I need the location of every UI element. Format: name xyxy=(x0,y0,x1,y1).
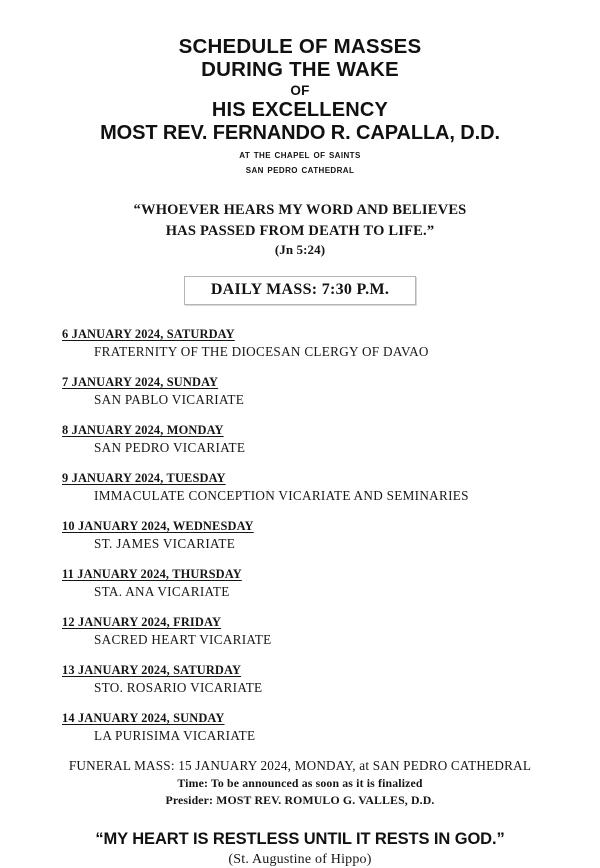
schedule-entry xyxy=(62,421,560,457)
schedule-date: 11 JANUARY 2024, THURSDAY xyxy=(62,566,242,581)
scripture-line-1: “WHOEVER HEARS MY WORD AND BELIEVES xyxy=(133,202,467,219)
schedule-list xyxy=(0,325,600,745)
schedule-date: 7 JANUARY 2024, SUNDAY xyxy=(62,374,219,389)
schedule-description: ST. JAMES VICARIATE xyxy=(94,536,236,552)
schedule-description: SAN PABLO VICARIATE xyxy=(94,392,245,408)
schedule-description: STA. ANA VICARIATE xyxy=(94,584,230,600)
schedule-description: SAN PEDRO VICARIATE xyxy=(94,440,246,456)
closing-quote-attribution: (St. Augustine of Hippo) xyxy=(228,852,372,868)
schedule-date: 6 JANUARY 2024, SATURDAY xyxy=(62,326,235,341)
scripture-reference: (Jn 5:24) xyxy=(274,242,326,258)
schedule-description: SACRED HEART VICARIATE xyxy=(94,632,272,648)
schedule-entry xyxy=(62,709,560,745)
schedule-date: 10 JANUARY 2024, WEDNESDAY xyxy=(62,518,254,533)
daily-mass-section xyxy=(0,276,600,305)
document-header xyxy=(0,0,600,178)
schedule-entry xyxy=(62,325,560,361)
schedule-description: STO. ROSARIO VICARIATE xyxy=(94,680,263,696)
title-connector-of: OF xyxy=(290,82,310,98)
daily-mass-label: DAILY MASS: 7:30 P.M. xyxy=(210,280,390,298)
title-line-1: SCHEDULE OF MASSES xyxy=(178,35,422,58)
schedule-description: FRATERNITY OF THE DIOCESAN CLERGY OF DAVAO xyxy=(94,344,429,360)
honorific-line: HIS EXCELLENCY xyxy=(211,99,389,122)
schedule-entry xyxy=(62,469,560,505)
venue-line-1: at the chapel of saints xyxy=(239,148,361,161)
schedule-date: 12 JANUARY 2024, FRIDAY xyxy=(62,614,222,629)
funeral-mass-presider: Presider: MOST REV. ROMULO G. VALLES, D.D. xyxy=(165,793,435,808)
schedule-entry xyxy=(62,373,560,409)
schedule-description: IMMACULATE CONCEPTION VICARIATE AND SEMINARIES xyxy=(94,488,469,504)
closing-quote-section xyxy=(0,830,600,868)
schedule-entry xyxy=(62,517,560,553)
schedule-entry xyxy=(62,613,560,649)
scripture-quote xyxy=(0,200,600,260)
venue-line-2: san pedro cathedral xyxy=(245,163,355,176)
schedule-date: 9 JANUARY 2024, TUESDAY xyxy=(62,470,226,485)
deceased-name-line: MOST REV. FERNANDO R. CAPALLA, D.D. xyxy=(100,122,500,145)
title-line-2: DURING THE WAKE xyxy=(201,57,399,81)
schedule-date: 14 JANUARY 2024, SUNDAY xyxy=(62,710,225,725)
funeral-mass-section xyxy=(0,758,600,808)
funeral-mass-main-line: FUNERAL MASS: 15 JANUARY 2024, MONDAY, at SAN PEDRO CATHEDRAL xyxy=(68,758,532,774)
schedule-date: 13 JANUARY 2024, SATURDAY xyxy=(62,662,242,677)
schedule-description: LA PURISIMA VICARIATE xyxy=(94,728,256,744)
closing-quote-text: “MY HEART IS RESTLESS UNTIL IT RESTS IN GOD.” xyxy=(95,830,505,849)
schedule-entry xyxy=(62,565,560,601)
schedule-entry xyxy=(62,661,560,697)
schedule-date: 8 JANUARY 2024, MONDAY xyxy=(62,422,224,437)
daily-mass-box xyxy=(184,276,416,305)
scripture-line-2: HAS PASSED FROM DEATH TO LIFE.” xyxy=(165,222,435,239)
funeral-mass-time: Time: To be announced as soon as it is finalized xyxy=(177,776,423,791)
